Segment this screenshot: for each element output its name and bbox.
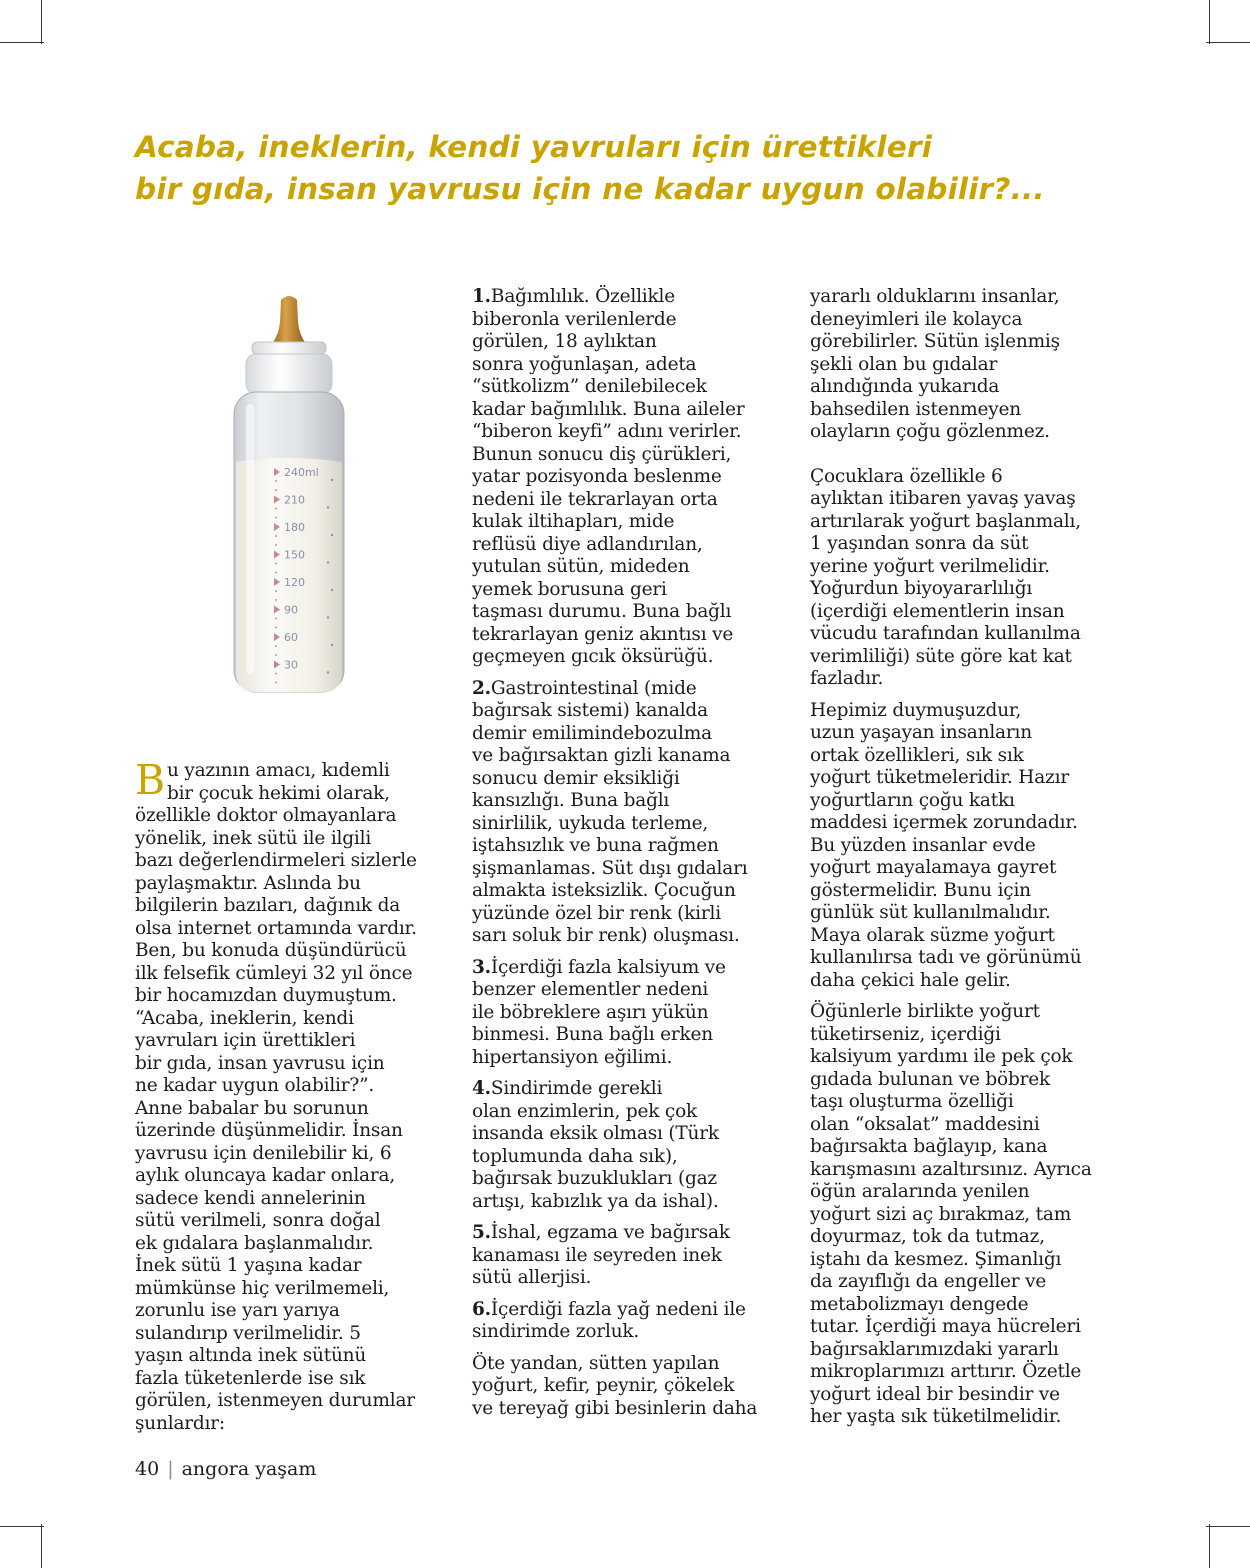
column-yogurt — [810, 286, 1125, 1438]
scale-label: 90 — [284, 603, 298, 617]
scale-label: 120 — [284, 576, 305, 589]
text-line: Gastrointestinal (mide — [490, 677, 697, 699]
text-line: mikroplarımızı arttırır. Özetle — [810, 1361, 1082, 1382]
list-item — [472, 1078, 787, 1213]
text-line: Bu yüzden insanlar evde — [810, 834, 1036, 856]
text-line: vücudu tarafından kullanılma — [810, 623, 1081, 644]
text-line: maddesi içermek zorundadır. — [810, 812, 1078, 833]
text-line: taşması durumu. Buna bağlı — [472, 601, 732, 622]
text-line: yatar pozisyonda beslenme — [472, 466, 722, 487]
paragraph-benefits — [810, 286, 1125, 444]
drop-cap: B — [135, 756, 165, 804]
text-line — [472, 1078, 787, 1101]
text-line — [472, 678, 787, 701]
text-line: Bağımlılık. Özellikle — [490, 286, 675, 307]
crop-mark — [1209, 1524, 1210, 1568]
text-line: yutulan sütün, mideden — [472, 556, 690, 577]
text-line: geçmeyen gıcık öksürüğü. — [472, 646, 714, 667]
text-line: yoğurt ideal bir besindir ve — [810, 1383, 1060, 1405]
list-item — [472, 678, 787, 948]
text-line: kadar bağımlılık. Buna aileler — [472, 398, 745, 420]
crop-mark — [0, 1526, 44, 1527]
article-headline — [135, 126, 1135, 210]
text-line: Çocuklara özellikle 6 — [810, 465, 1003, 487]
text-line: Maya olarak süzme yoğurt — [810, 924, 1055, 946]
text-line: iştahı da kesmez. Şimanlığı — [810, 1248, 1062, 1270]
text-line: karışmasını azaltırsınız. Ayrıca — [810, 1158, 1092, 1180]
text-line: görülen, 18 aylıktan — [472, 331, 657, 352]
text-line: sonra yoğunlaşan, adeta — [472, 353, 697, 375]
text-line: taşı oluşturma özelliği — [810, 1091, 1014, 1112]
text-line: bağırsak buzuklukları (gaz — [472, 1168, 717, 1189]
text-line: biberonla verilenlerde — [472, 308, 677, 330]
intro-paragraph — [135, 756, 445, 1435]
text-line: iştahsızlık ve buna rağmen — [472, 835, 719, 856]
item-number: 5. — [472, 1222, 491, 1243]
text-line: paylaşmaktır. Aslında bu — [135, 872, 361, 894]
text-line: Öte yandan, sütten yapılan — [472, 1352, 720, 1374]
text-line: Hepimiz duymuşuzdur, — [810, 699, 1022, 721]
text-line: “Acaba, ineklerin, kendi — [135, 1007, 354, 1029]
text-line: bağırsakta bağlayıp, kana — [810, 1136, 1048, 1157]
item-number: 3. — [472, 956, 491, 978]
nipple-shape — [272, 296, 306, 344]
paragraph-meals — [810, 1001, 1125, 1429]
text-line: bağırsak sistemi) kanalda — [472, 700, 708, 721]
text-line: bir hocamızdan duymuştum. — [135, 985, 397, 1006]
page-number: 40 — [135, 1458, 160, 1480]
text-line: kullanılırsa tadı ve görünümü — [810, 947, 1082, 968]
text-line: kalsiyum yardımı ile pek çok — [810, 1046, 1073, 1067]
crop-mark — [41, 0, 42, 44]
text-line: ve bağırsaktan gizli kanama — [472, 745, 731, 766]
text-line: yönelik, inek sütü ile ilgili — [135, 827, 372, 849]
text-line: gıdada bulunan ve böbrek — [810, 1068, 1051, 1090]
text-line: yüzünde özel bir renk (kirli — [472, 902, 721, 924]
item-number: 1. — [472, 286, 491, 307]
text-line: Öğünlerle birlikte yoğurt — [810, 1001, 1040, 1022]
text-line: sarı soluk bir renk) oluşması. — [472, 925, 740, 946]
text-line: üzerinde düşünmelidir. İnsan — [135, 1120, 403, 1141]
text-line: uzun yaşayan insanların — [810, 722, 1032, 743]
text-line: demir emilimindebozulma — [472, 722, 712, 744]
paragraph-longevity — [810, 700, 1125, 993]
text-line: olsa internet ortamında vardır. — [135, 917, 417, 939]
text-line: İçerdiği fazla yağ nedeni ile — [490, 1298, 746, 1320]
text-line: sinirlilik, uykuda terleme, — [472, 812, 709, 834]
text-line: ek gıdalara başlanmalıdır. — [135, 1232, 374, 1254]
text-line: yoğurt sizi aç bırakmaz, tam — [810, 1203, 1072, 1225]
text-line: da zayıflığı da engeller ve — [810, 1271, 1047, 1292]
text-line: ve tereyağ gibi besinlerin daha — [472, 1397, 758, 1419]
text-line: göstermelidir. Bunu için — [810, 879, 1031, 901]
page-footer — [135, 1458, 316, 1480]
text-line: sindirimde zorluk. — [472, 1321, 640, 1342]
text-line: yaşın altında inek sütünü — [135, 1345, 367, 1366]
magazine-name: angora yaşam — [181, 1458, 317, 1480]
text-line: bir çocuk hekimi olarak, — [166, 782, 390, 804]
text-line: yararlı olduklarını insanlar, — [810, 286, 1060, 307]
footer-separator: | — [167, 1458, 174, 1480]
text-line: ilk felsefik cümleyi 32 yıl önce — [135, 962, 413, 984]
list-item — [472, 957, 787, 1070]
crop-mark — [0, 42, 44, 43]
text-line: şişmanlamas. Süt dışı gıdaları — [472, 857, 748, 879]
text-line: yavruları için ürettikleri — [135, 1030, 356, 1051]
text-line: kulak iltihapları, mide — [472, 511, 675, 532]
text-line: tekrarlayan geniz akıntısı ve — [472, 623, 734, 645]
text-line: İshal, egzama ve bağırsak — [490, 1222, 730, 1243]
text-line: görebilirler. Sütün işlenmiş — [810, 331, 1060, 352]
text-line: Anne babalar bu sorunun — [135, 1097, 369, 1119]
column-list — [472, 286, 787, 1429]
text-line: artışı, kabızlık ya da ishal). — [472, 1190, 719, 1212]
text-line — [472, 1299, 787, 1322]
text-line: insanda eksik olması (Türk — [472, 1123, 719, 1144]
text-line: bazı değerlendirmeleri sizlerle — [135, 850, 417, 871]
text-line: yoğurtların çoğu katkı — [810, 789, 1015, 811]
text-line: benzer elementler nedeni — [472, 979, 709, 1000]
text-line: sulandırıp verilmelidir. 5 — [135, 1322, 361, 1344]
text-line: almakta isteksizlik. Çocuğun — [472, 880, 736, 901]
text-line: özellikle doktor olmayanlara — [135, 805, 397, 826]
text-line: aylıktan itibaren yavaş yavaş — [810, 488, 1076, 509]
text-line: sonucu demir eksikliği — [472, 767, 680, 789]
paragraph-children — [810, 466, 1125, 691]
text-line: yoğurt mayalamaya gayret — [810, 857, 1057, 878]
item-number: 2. — [472, 677, 491, 699]
text-line: yoğurt tüketmeleridir. Hazır — [810, 767, 1069, 788]
text-line: Sindirimde gerekli — [490, 1078, 663, 1099]
text-line: deneyimleri ile kolayca — [810, 308, 1023, 330]
text-line: “sütkolizm” denilebilecek — [472, 376, 707, 397]
list-item — [472, 1299, 787, 1344]
text-line: reflüsü diye adlandırılan, — [472, 533, 703, 555]
text-line: sütü verilmeli, sonra doğal — [135, 1210, 381, 1231]
text-line: tutar. İçerdiği maya hücreleri — [810, 1316, 1081, 1337]
text-line: daha çekici hale gelir. — [810, 969, 1011, 991]
text-line: Yoğurdun biyoyararlılığı — [810, 578, 1033, 599]
list-item — [472, 286, 787, 669]
text-line: ne kadar uygun olabilir?”. — [135, 1075, 375, 1096]
baby-bottle-image — [228, 294, 350, 698]
text-line: yavrusu için denilebilir ki, 6 — [135, 1142, 392, 1164]
scale-label: 30 — [284, 658, 298, 672]
text-line: fazladır. — [810, 668, 884, 689]
text-line: olayların çoğu gözlenmez. — [810, 421, 1050, 442]
text-line: kanaması ile seyreden inek — [472, 1244, 722, 1266]
text-line: Bunun sonucu diş çürükleri, — [472, 443, 732, 465]
text-line: artırılarak yoğurt başlanmalı, — [810, 510, 1081, 532]
text-line: 1 yaşından sonra da süt — [810, 533, 1029, 554]
item-number: 6. — [472, 1298, 491, 1320]
crop-mark — [1209, 0, 1210, 44]
text-line: verimliliği) süte göre kat kat — [810, 645, 1072, 667]
text-line: görülen, istenmeyen durumlar — [135, 1390, 415, 1411]
column-intro — [135, 756, 445, 1444]
text-line: u yazının amacı, kıdemli — [166, 760, 390, 781]
scale-label: 210 — [284, 493, 305, 507]
text-line: tüketirseniz, içerdiği — [810, 1023, 1001, 1045]
scale-label: 240ml — [284, 466, 319, 479]
text-line: yoğurt, kefir, peynir, çökelek — [472, 1375, 735, 1396]
text-line: yemek borusuna geri — [472, 578, 667, 600]
text-line — [472, 957, 787, 980]
text-line: hipertansiyon eğilimi. — [472, 1046, 673, 1068]
text-line: sadece kendi annelerinin — [135, 1187, 366, 1209]
text-line: nedeni ile tekrarlayan orta — [472, 488, 718, 510]
headline-line: bir gıda, insan yavrusu için ne kadar uygun olabilir?... — [135, 172, 1045, 206]
text-line: olan enzimlerin, pek çok — [472, 1100, 698, 1122]
text-line: metabolizmayı dengede — [810, 1293, 1029, 1315]
text-line: günlük süt kullanılmalıdır. — [810, 902, 1051, 923]
text-line: aylık oluncaya kadar onlara, — [135, 1165, 396, 1186]
text-line: İçerdiği fazla kalsiyum ve — [490, 956, 726, 978]
headline-line: Acaba, ineklerin, kendi yavruları için ürettikleri — [135, 130, 933, 164]
scale-label: 180 — [284, 521, 305, 534]
text-line: şunlardır: — [135, 1412, 225, 1434]
text-line: olan “oksalat” maddesini — [810, 1113, 1040, 1135]
text-line: her yaşta sık tüketilmelidir. — [810, 1406, 1062, 1427]
text-line: bir gıda, insan yavrusu için — [135, 1052, 385, 1074]
text-line: bilgilerin bazıları, dağınık da — [135, 895, 401, 916]
scale-label: 150 — [284, 548, 305, 562]
text-line — [472, 1222, 787, 1245]
text-line: İnek sütü 1 yaşına kadar — [135, 1255, 362, 1276]
crop-mark — [1206, 1526, 1250, 1527]
text-line: binmesi. Buna bağlı erken — [472, 1024, 713, 1045]
text-line: şekli olan bu gıdalar — [810, 353, 998, 375]
text-line: zorunlu ise yarı yarıya — [135, 1300, 340, 1321]
crop-mark — [41, 1524, 42, 1568]
text-line: mümkünse hiç verilmemeli, — [135, 1277, 390, 1299]
text-line: alındığında yukarıda — [810, 376, 1000, 397]
text-line: Ben, bu konuda düşündürücü — [135, 940, 407, 961]
scale-label: 60 — [284, 631, 298, 644]
text-line: bahsedilen istenmeyen — [810, 398, 1021, 420]
text-line: doyurmaz, tok da tutmaz, — [810, 1226, 1045, 1247]
text-line: fazla tüketenlerde ise sık — [135, 1367, 366, 1389]
crop-mark — [1206, 42, 1250, 43]
text-line: bağırsaklarımızdaki yararlı — [810, 1338, 1059, 1360]
closing-paragraph — [472, 1353, 787, 1421]
text-line: ile böbreklere aşırı yükün — [472, 1001, 709, 1023]
text-line: “biberon keyfi” adını verirler. — [472, 421, 742, 442]
item-number: 4. — [472, 1078, 491, 1099]
text-line: kansızlığı. Buna bağlı — [472, 790, 670, 811]
text-line: ortak özellikleri, sık sık — [810, 744, 1024, 766]
text-line: yerine yoğurt verilmelidir. — [810, 555, 1050, 577]
list-item — [472, 1222, 787, 1290]
text-line: sütü allerjisi. — [472, 1267, 592, 1288]
text-line: (içerdiği elementlerin insan — [810, 600, 1065, 622]
text-line: öğün aralarında yenilen — [810, 1181, 1030, 1202]
text-line — [472, 286, 787, 309]
text-line: toplumunda daha sık), — [472, 1145, 678, 1167]
